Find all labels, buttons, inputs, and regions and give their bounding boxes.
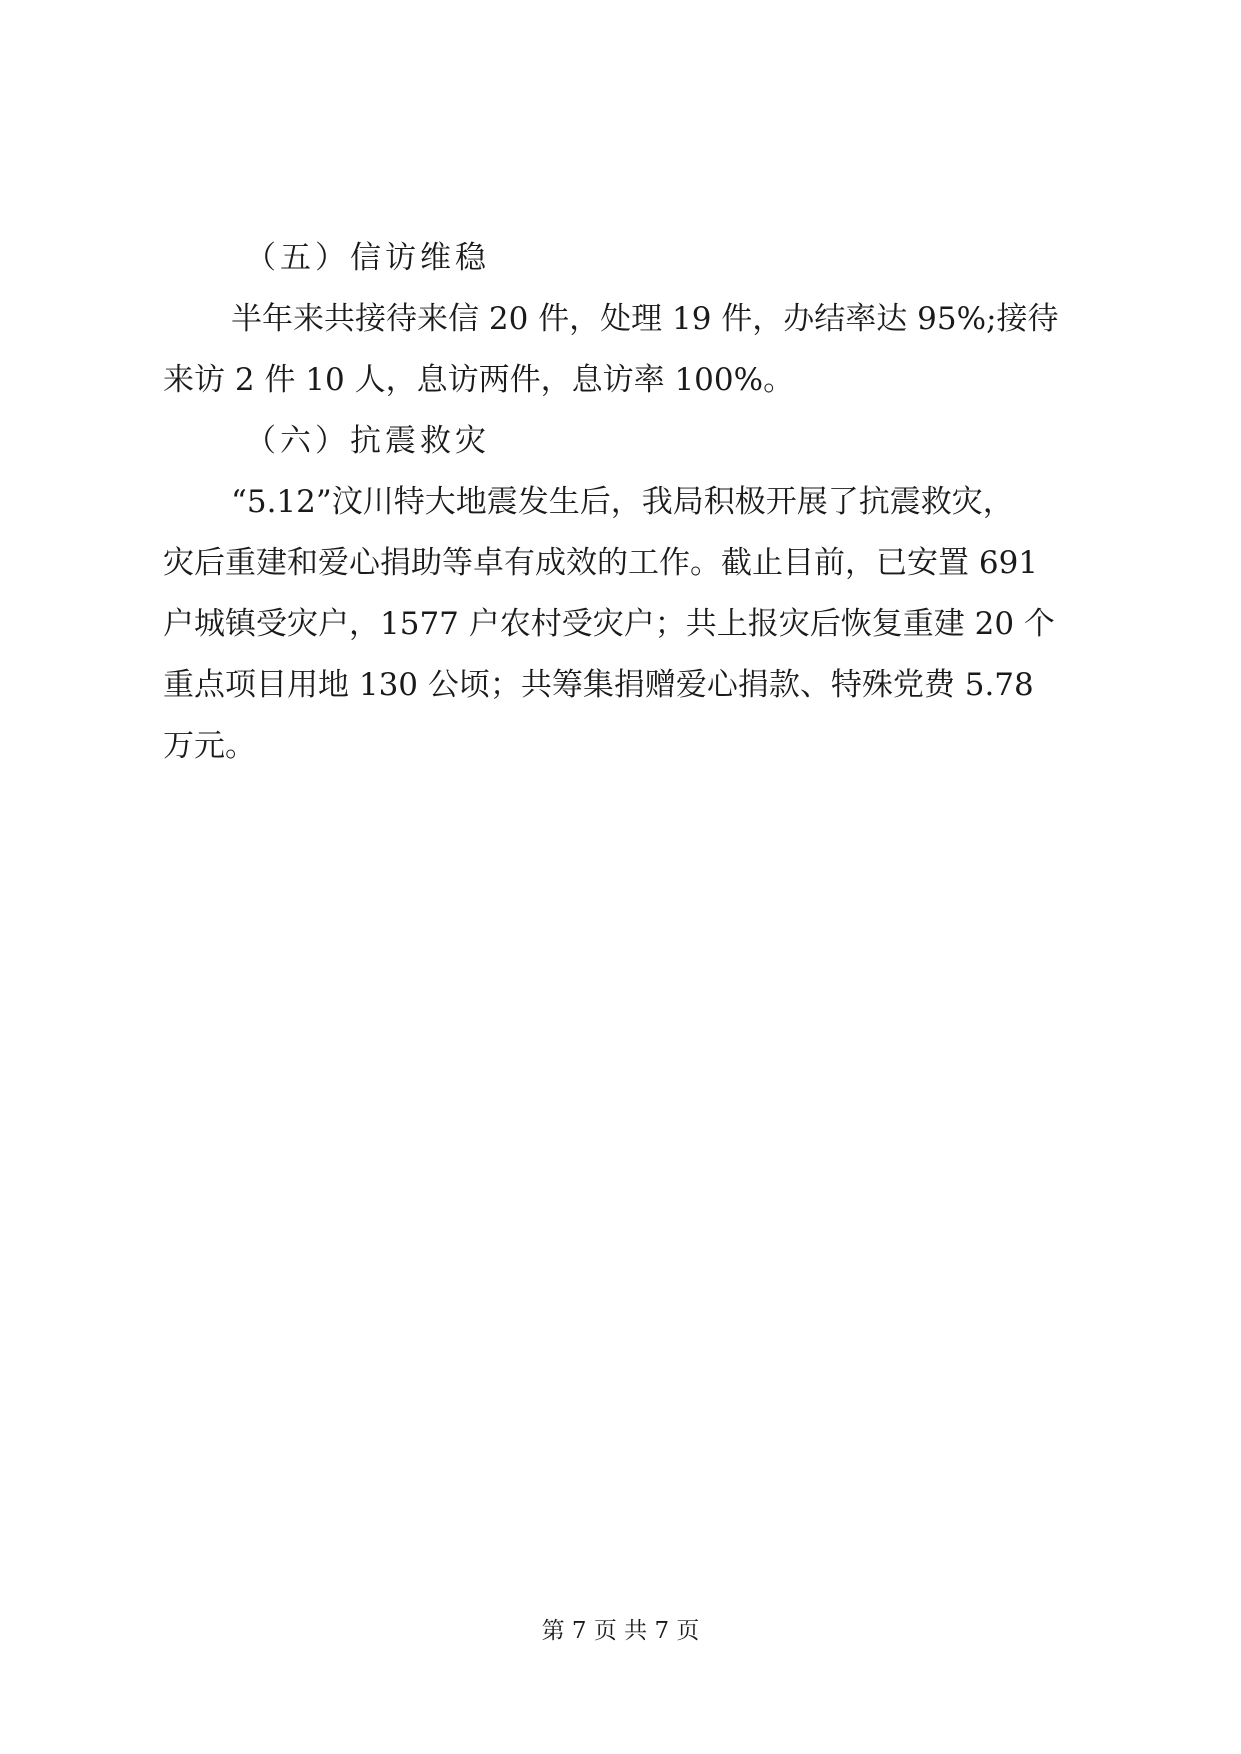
section-heading: （六）抗震救灾 [245, 423, 490, 459]
paragraph-line: 万元。 [163, 728, 256, 764]
page-number: 第 7 页 共 7 页 [541, 1618, 700, 1644]
paragraph-line: “5.12”汶川特大地震发生后，我局积极开展了抗震救灾， [231, 484, 1014, 520]
section-petition [163, 228, 1083, 411]
paragraph-line: 半年来共接待来信 20 件，处理 19 件，办结率达 95%;接待 [231, 301, 1059, 337]
paragraph-line: 灾后重建和爱心捐助等卓有成效的工作。截止目前，已安置 691 [163, 545, 1039, 581]
paragraph-line: 重点项目用地 130 公顷；共筹集捐赠爱心捐款、特殊党费 5.78 [163, 667, 1034, 703]
section-earthquake-relief [163, 411, 1083, 777]
section-heading: （五）信访维稳 [245, 240, 490, 276]
paragraph-line: 来访 2 件 10 人，息访两件，息访率 100%。 [163, 362, 795, 398]
paragraph [163, 472, 1083, 777]
page-footer [0, 1612, 1241, 1645]
paragraph [163, 289, 1083, 411]
document-body [163, 228, 1083, 777]
paragraph-line: 户城镇受灾户，1577 户农村受灾户；共上报灾后恢复重建 20 个 [163, 606, 1055, 642]
